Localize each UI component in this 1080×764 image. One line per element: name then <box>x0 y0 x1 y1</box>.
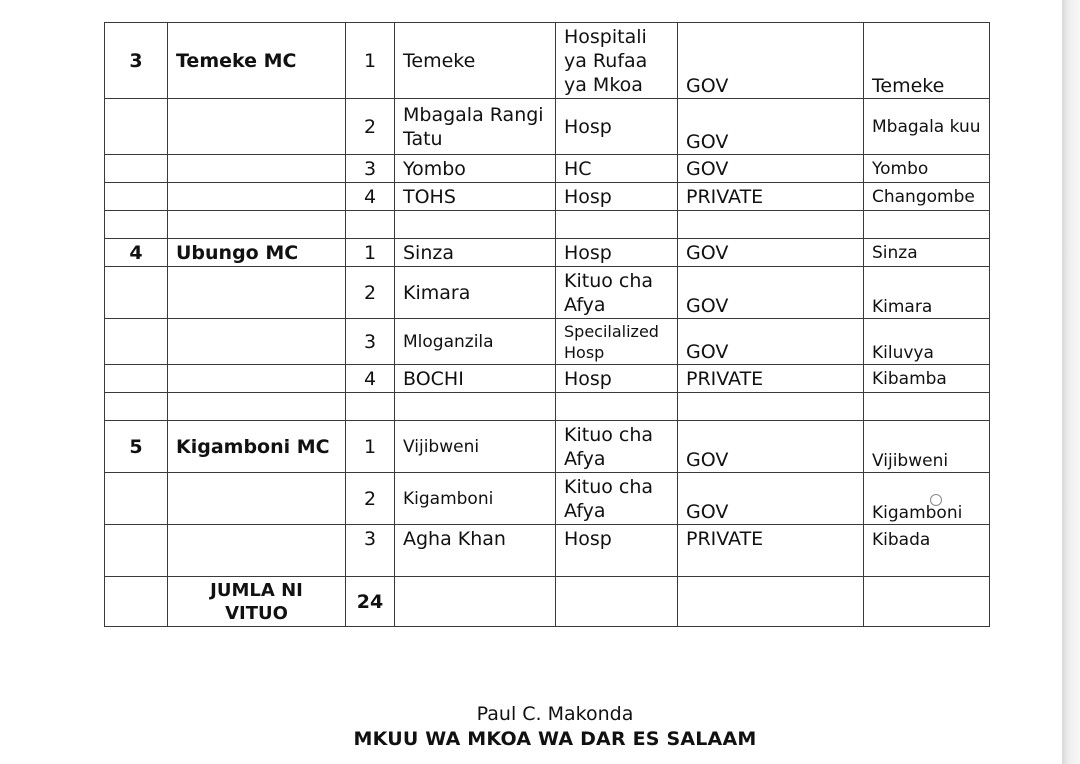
table-row <box>105 365 990 393</box>
facility-ownership: PRIVATE <box>678 365 864 393</box>
facility-type: HC <box>556 155 678 183</box>
council-number: 4 <box>105 239 168 267</box>
council-name <box>168 267 346 319</box>
table-row <box>105 319 990 365</box>
table-row <box>105 239 990 267</box>
signer-name: Paul C. Makonda <box>476 703 634 725</box>
facility-ownership: GOV <box>678 319 864 365</box>
council-number <box>105 155 168 183</box>
facility-type: Hospitali ya Rufaa ya Mkoa <box>556 23 678 99</box>
total-empty-cell <box>864 577 990 627</box>
facility-location <box>864 211 990 239</box>
council-name <box>168 319 346 365</box>
facility-name <box>395 211 556 239</box>
facility-name: Mloganzila <box>395 319 556 365</box>
facility-name <box>395 393 556 421</box>
facility-location: Kibada <box>864 525 990 577</box>
facility-ownership: GOV <box>678 473 864 525</box>
council-number <box>105 365 168 393</box>
facility-name: Vijibweni <box>395 421 556 473</box>
facility-ownership: GOV <box>678 267 864 319</box>
text-cursor-marker <box>930 494 942 506</box>
facility-type: Hosp <box>556 365 678 393</box>
facility-ownership: GOV <box>678 99 864 155</box>
facility-ownership: GOV <box>678 239 864 267</box>
total-value: 24 <box>346 577 395 627</box>
council-number <box>105 267 168 319</box>
facility-index: 1 <box>346 23 395 99</box>
council-number <box>105 473 168 525</box>
council-number: 5 <box>105 421 168 473</box>
facility-index: 1 <box>346 239 395 267</box>
facility-location: Sinza <box>864 239 990 267</box>
facility-ownership: GOV <box>678 421 864 473</box>
facility-name: Temeke <box>395 23 556 99</box>
facility-location: Kimara <box>864 267 990 319</box>
facility-index: 3 <box>346 525 395 577</box>
total-empty-cell <box>678 577 864 627</box>
table-row <box>105 473 990 525</box>
facility-index <box>346 211 395 239</box>
facility-type <box>556 393 678 421</box>
facility-index: 2 <box>346 267 395 319</box>
council-name <box>168 155 346 183</box>
facility-location: Kigamboni <box>864 473 990 525</box>
council-number <box>105 319 168 365</box>
facility-location: Changombe <box>864 183 990 211</box>
total-empty-cell <box>395 577 556 627</box>
table-row <box>105 23 990 99</box>
council-name <box>168 183 346 211</box>
facility-location <box>864 393 990 421</box>
table-row <box>105 393 990 421</box>
council-number <box>105 525 168 577</box>
table-row <box>105 99 990 155</box>
table-row <box>105 267 990 319</box>
facility-index <box>346 393 395 421</box>
facility-type: Kituo cha Afya <box>556 421 678 473</box>
council-name: Ubungo MC <box>168 239 346 267</box>
facility-ownership <box>678 393 864 421</box>
table-row <box>105 211 990 239</box>
council-name: Kigamboni MC <box>168 421 346 473</box>
table-row <box>105 421 990 473</box>
facility-ownership <box>678 211 864 239</box>
facility-name: TOHS <box>395 183 556 211</box>
facility-ownership: GOV <box>678 23 864 99</box>
facility-name: Yombo <box>395 155 556 183</box>
facility-table <box>104 22 990 627</box>
table-row <box>105 183 990 211</box>
council-name <box>168 473 346 525</box>
total-label: JUMLA NI VITUO <box>168 577 346 627</box>
council-number <box>105 211 168 239</box>
council-number <box>105 99 168 155</box>
facility-location: Kibamba <box>864 365 990 393</box>
facility-ownership: PRIVATE <box>678 525 864 577</box>
facility-location: Yombo <box>864 155 990 183</box>
facility-name: Mbagala Rangi Tatu <box>395 99 556 155</box>
council-name: Temeke MC <box>168 23 346 99</box>
facility-type: Kituo cha Afya <box>556 473 678 525</box>
facility-index: 4 <box>346 183 395 211</box>
facility-type: Hosp <box>556 239 678 267</box>
facility-name: Kimara <box>395 267 556 319</box>
facility-type: Hosp <box>556 525 678 577</box>
facility-ownership: GOV <box>678 155 864 183</box>
total-empty-cell <box>105 577 168 627</box>
council-name <box>168 365 346 393</box>
facility-name: Sinza <box>395 239 556 267</box>
facility-type: Hosp <box>556 183 678 211</box>
page-edge-shadow <box>1062 0 1080 764</box>
total-row <box>105 577 990 627</box>
facility-index: 2 <box>346 99 395 155</box>
facility-type: Hosp <box>556 99 678 155</box>
facility-type: Kituo cha Afya <box>556 267 678 319</box>
facility-name: BOCHI <box>395 365 556 393</box>
facility-index: 1 <box>346 421 395 473</box>
council-name <box>168 393 346 421</box>
facility-index: 3 <box>346 155 395 183</box>
signer-title: MKUU WA MKOA WA DAR ES SALAAM <box>353 728 757 750</box>
council-name <box>168 99 346 155</box>
table-row <box>105 155 990 183</box>
facility-location: Mbagala kuu <box>864 99 990 155</box>
facility-index: 3 <box>346 319 395 365</box>
council-name <box>168 211 346 239</box>
council-name <box>168 525 346 577</box>
facility-type: Specilalized Hosp <box>556 319 678 365</box>
council-number: 3 <box>105 23 168 99</box>
total-empty-cell <box>556 577 678 627</box>
council-number <box>105 393 168 421</box>
facility-index: 4 <box>346 365 395 393</box>
facility-name: Kigamboni <box>395 473 556 525</box>
facility-location: Temeke <box>864 23 990 99</box>
facility-ownership: PRIVATE <box>678 183 864 211</box>
facility-location: Kiluvya <box>864 319 990 365</box>
council-number <box>105 183 168 211</box>
table-row <box>105 525 990 577</box>
facility-location: Vijibweni <box>864 421 990 473</box>
facility-index: 2 <box>346 473 395 525</box>
facility-name: Agha Khan <box>395 525 556 577</box>
facility-type <box>556 211 678 239</box>
